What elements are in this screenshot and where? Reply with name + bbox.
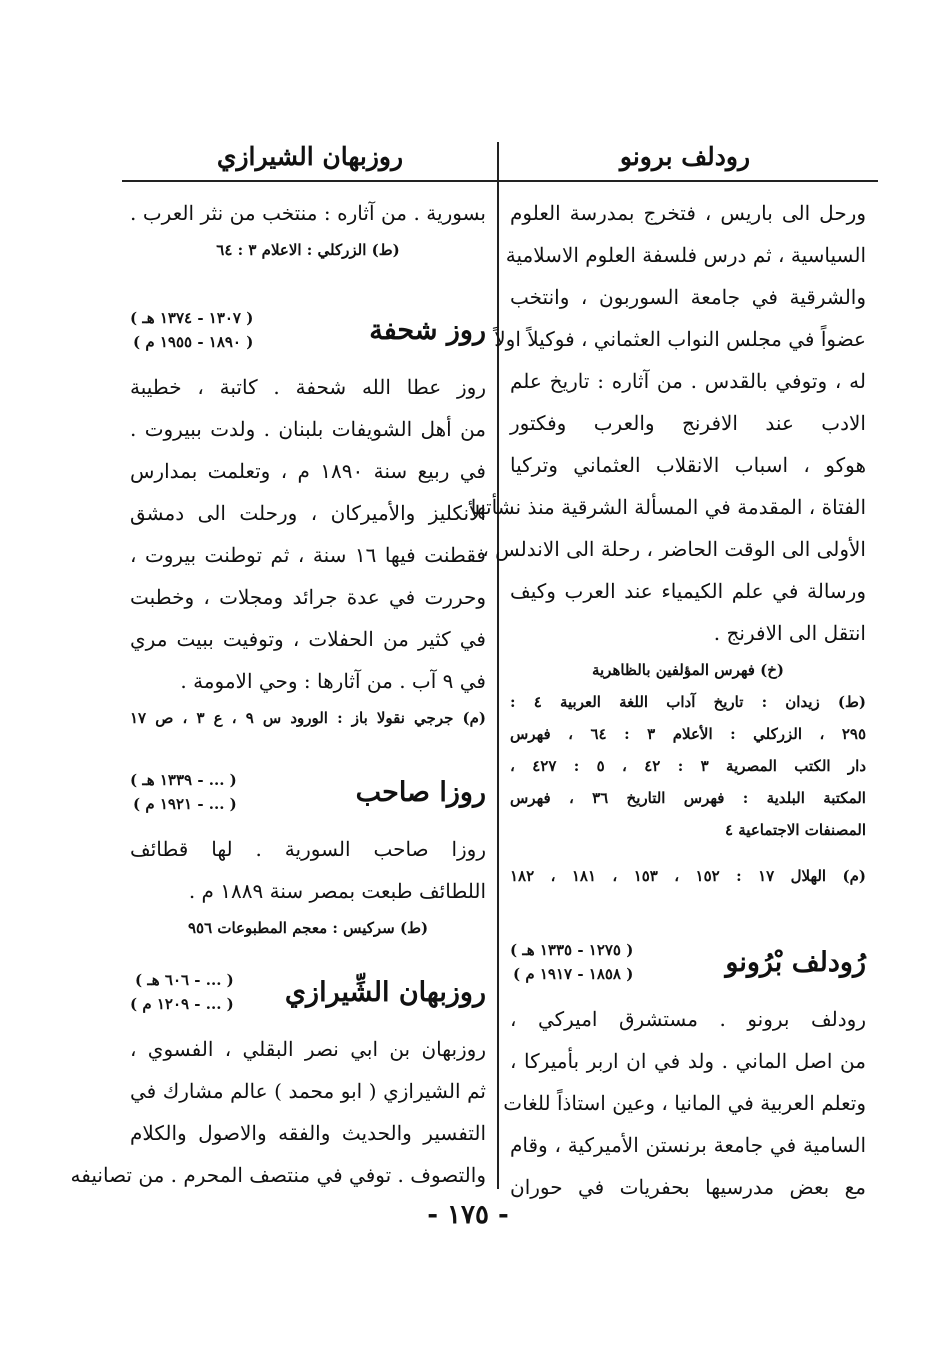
dates-gregorian: ( ... - ١٩٢١ م ) bbox=[133, 795, 237, 813]
source-ref: (ط) الزركلي : الاعلام ٣ : ٦٤ bbox=[216, 241, 400, 259]
text-line: ورحل الى باريس ، فتخرج بمدرسة العلوم bbox=[510, 201, 866, 225]
entry-name: رُودلف بْرُونو bbox=[725, 946, 866, 978]
header-rule bbox=[122, 180, 878, 182]
text-line: الأولى الى الوقت الحاضر ، رحلة الى الاندلس ، bbox=[482, 537, 866, 561]
text-line: والشرقية في جامعة السوربون ، وانتخب bbox=[510, 285, 866, 309]
spacer bbox=[510, 846, 866, 860]
text-line: مع بعض مدرسيها بحفريات في حوران bbox=[510, 1175, 866, 1199]
text-line: فقطنت فيها ١٦ سنة ، ثم توطنت بيروت ، bbox=[130, 543, 486, 567]
entry-dates bbox=[130, 968, 234, 1016]
text-line: من اصل الماني . ولد في ان اربر بأميركا ، bbox=[510, 1049, 866, 1073]
entry-name: روزا صاحب bbox=[355, 776, 486, 808]
text-line: هوكو ، اسباب الانقلاب العثماني وتركيا bbox=[510, 453, 866, 477]
text-line: روزا صاحب السورية . لها قطائف bbox=[130, 837, 486, 861]
spacer bbox=[130, 944, 486, 962]
column-divider bbox=[497, 142, 499, 1189]
text-line: انتقل الى الافرنج . bbox=[713, 621, 866, 645]
dates-hijri: ( ... - ٦٠٦ هـ ) bbox=[135, 971, 234, 989]
text-line: التفسير والحديث والفقه والاصول والكلام bbox=[130, 1121, 486, 1145]
source-ref: ٢٩٥ ، الزركلي : الأعلام ٣ : ٦٤ ، فهرس bbox=[510, 725, 866, 743]
entry-heading bbox=[510, 932, 866, 992]
text-line: وتعلم العربية في المانيا ، وعين استاذاً للغات bbox=[503, 1091, 866, 1115]
text-line: عضواً في مجلس النواب العثماني ، فوكيلاً اولاً bbox=[494, 327, 866, 351]
text-line: له ، وتوفي بالقدس . من آثاره : تاريخ علم bbox=[510, 369, 866, 393]
text-line: ورسالة في علم الكيمياء عند العرب وكيف bbox=[510, 579, 866, 603]
text-line: روزبهان بن ابي نصر البقلي ، الفسوي ، bbox=[130, 1037, 486, 1061]
text-line: من أهل الشويفات بلبنان . ولدت ببيروت . bbox=[130, 417, 486, 441]
source-ref: (ط) زيدان : تاريخ آداب اللغة العربية ٤ : bbox=[510, 693, 867, 711]
running-head-left: روزبهان الشيرازي bbox=[216, 142, 404, 171]
text-line: في كثير من الحفلات ، وتوفيت ببيت مري bbox=[130, 627, 486, 651]
text-line: ثم الشيرازي ( ابو محمد ) عالم مشارك في bbox=[130, 1079, 486, 1103]
text-line: السامية في جامعة برنستن الأميركية ، وقام bbox=[510, 1133, 866, 1157]
entry-name: روزبهان الشِّيرازي bbox=[284, 976, 486, 1008]
text-line: وحررت في عدة جرائد ومجلات ، وخطبت bbox=[130, 585, 486, 609]
dates-gregorian: ( ... - ١٢٠٩ م ) bbox=[130, 995, 234, 1013]
entry-name: روز شحفة bbox=[369, 314, 486, 346]
dates-hijri: ( ١٣٠٧ - ١٣٧٤ هـ ) bbox=[130, 309, 254, 327]
entry-heading bbox=[130, 962, 486, 1022]
text-line: والتصوف . توفي في منتصف المحرم . من تصانيفه bbox=[70, 1163, 486, 1187]
dates-gregorian: ( ١٨٥٨ - ١٩١٧ م ) bbox=[513, 965, 634, 983]
dates-hijri: ( ١٢٧٥ - ١٣٣٥ هـ ) bbox=[510, 941, 634, 959]
entry-dates bbox=[130, 306, 253, 354]
source-ref: المكتبة البلدية : فهرس التاريخ ٣٦ ، فهرس bbox=[510, 789, 866, 807]
source-ref: (م) جرجي نقولا باز : الورود س ٩ ، ع ٣ ، ص ١٧ bbox=[130, 709, 486, 727]
dates-hijri: ( ... - ١٣٣٩ هـ ) bbox=[130, 771, 237, 789]
entry-dates bbox=[510, 938, 633, 986]
source-ref: المصنفات الاجتماعية ٤ bbox=[724, 821, 866, 839]
page-number: - ١٧٥ - bbox=[427, 1200, 509, 1230]
text-line: اللطائف طبعت بمصر سنة ١٨٨٩ م . bbox=[188, 879, 486, 903]
text-line: في ربيع سنة ١٨٩٠ م ، وتعلمت بمدارس bbox=[130, 459, 486, 483]
dates-gregorian: ( ١٨٩٠ - ١٩٥٥ م ) bbox=[133, 333, 254, 351]
text-line: روز عطا الله شحفة . كاتبة ، خطيبة bbox=[130, 375, 486, 399]
running-head-right: رودلف برونو bbox=[619, 142, 751, 171]
text-line: الأنكليز والأميركان ، ورحلت الى دمشق bbox=[130, 501, 486, 525]
source-ref: (ط) سركيس : معجم المطبوعات ٩٥٦ bbox=[187, 919, 429, 937]
right-column bbox=[470, 192, 867, 1208]
text-line: بسورية . من آثاره : منتخب من نثر العرب . bbox=[130, 201, 486, 225]
entry-dates bbox=[130, 768, 237, 816]
entry-heading bbox=[130, 762, 486, 822]
text-line: رودلف برونو . مستشرق اميركي ، bbox=[510, 1007, 866, 1031]
source-ref: (م) الهلال ١٧ : ١٥٢ ، ١٥٣ ، ١٨١ ، ١٨٢ bbox=[510, 867, 866, 885]
source-ref: دار الكتب المصرية ٣ : ٤٢ ، ٥ : ٤٢٧ ، bbox=[510, 757, 867, 775]
text-line: في ٩ آب . من آثارها : وحي الامومة . bbox=[180, 669, 486, 693]
text-line: الادب عند الافرنج والعرب وفكتور bbox=[510, 411, 866, 435]
spacer bbox=[130, 266, 486, 300]
entry-heading bbox=[130, 300, 486, 360]
source-ref: (خ) فهرس المؤلفين بالظاهرية bbox=[591, 661, 785, 679]
text-line: السياسية ، ثم درس فلسفة العلوم الاسلامية bbox=[505, 243, 866, 267]
text-line: الفتاة ، المقدمة في المسألة الشرقية منذ نشأتها bbox=[470, 495, 866, 519]
left-column bbox=[70, 192, 486, 1196]
spacer bbox=[130, 734, 486, 762]
spacer bbox=[510, 892, 866, 932]
